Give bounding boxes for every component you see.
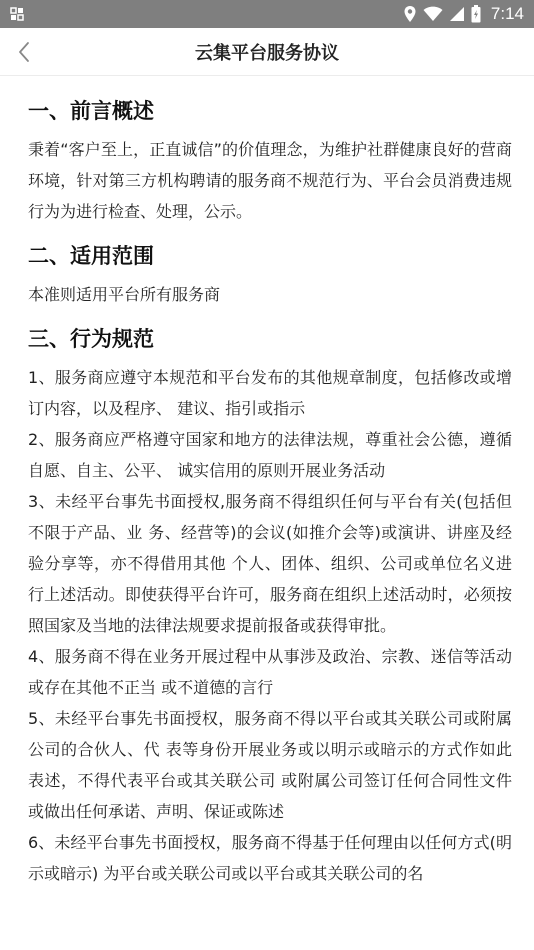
section-scope <box>28 241 512 310</box>
paragraph: 1、服务商应遵守本规范和平台发布的其他规章制度，包括修改或增订内容，以及程序、 建议、指引或指示 <box>28 368 512 418</box>
status-time: 7:14 <box>490 4 524 23</box>
paragraph: 4、服务商不得在业务开展过程中从事涉及政治、宗教、迷信等活动或存在其他不正当 或不道德的言行 <box>28 647 512 697</box>
section-title: 二、适用范围 <box>28 244 154 268</box>
nav-bar <box>0 28 534 76</box>
status-bar <box>0 0 534 28</box>
agreement-content[interactable] <box>28 96 512 889</box>
paragraph: 本准则适用平台所有服务商 <box>28 285 221 304</box>
paragraph: 6、未经平台事先书面授权，服务商不得基于任何理由以任何方式(明示或暗示) 为平台或关联公司或以平台或其关联公司的名 <box>28 833 512 883</box>
section-conduct <box>28 324 512 889</box>
battery-icon <box>471 5 481 23</box>
wifi-icon <box>423 6 443 22</box>
paragraph: 2、服务商应严格遵守国家和地方的法律法规，尊重社会公德，遵循自愿、自主、公平、 诚实信用的原则开展业务活动 <box>28 430 512 480</box>
section-title: 三、行为规范 <box>28 327 154 351</box>
page-title: 云集平台服务协议 <box>195 42 339 64</box>
location-icon <box>403 5 417 23</box>
paragraph: 3、未经平台事先书面授权,服务商不得组织任何与平台有关(包括但不限于产品、业 务、经营等)的会议(如推介会等)或演讲、讲座及经验分享等，亦不得借用其他 个人、团体、组织、公司或单位名义进行上述活动。即使获得平台许可，服务商在组织上述活动时，必须按照国家及当地的法律法规要求提前报备或获得审批。 <box>28 492 512 635</box>
chevron-left-icon <box>17 41 31 63</box>
paragraph: 5、未经平台事先书面授权，服务商不得以平台或其关联公司或附属公司的合伙人、代 表等身份开展业务或以明示或暗示的方式作如此表述，不得代表平台或其关联公司 或附属公司签订任何合同性文件或做出任何承诺、声明、保证或陈述 <box>28 709 512 821</box>
paragraph: 秉着“客户至上，正直诚信”的价值理念，为维护社群健康良好的营商环境，针对第三方机构聘请的服务商不规范行为、平台会员消费违规行为为进行检查、处理，公示。 <box>28 140 512 221</box>
signal-icon <box>449 6 465 22</box>
section-preface <box>28 96 512 227</box>
notification-icon <box>10 7 24 21</box>
back-button[interactable] <box>6 34 42 70</box>
section-title: 一、前言概述 <box>28 99 154 123</box>
